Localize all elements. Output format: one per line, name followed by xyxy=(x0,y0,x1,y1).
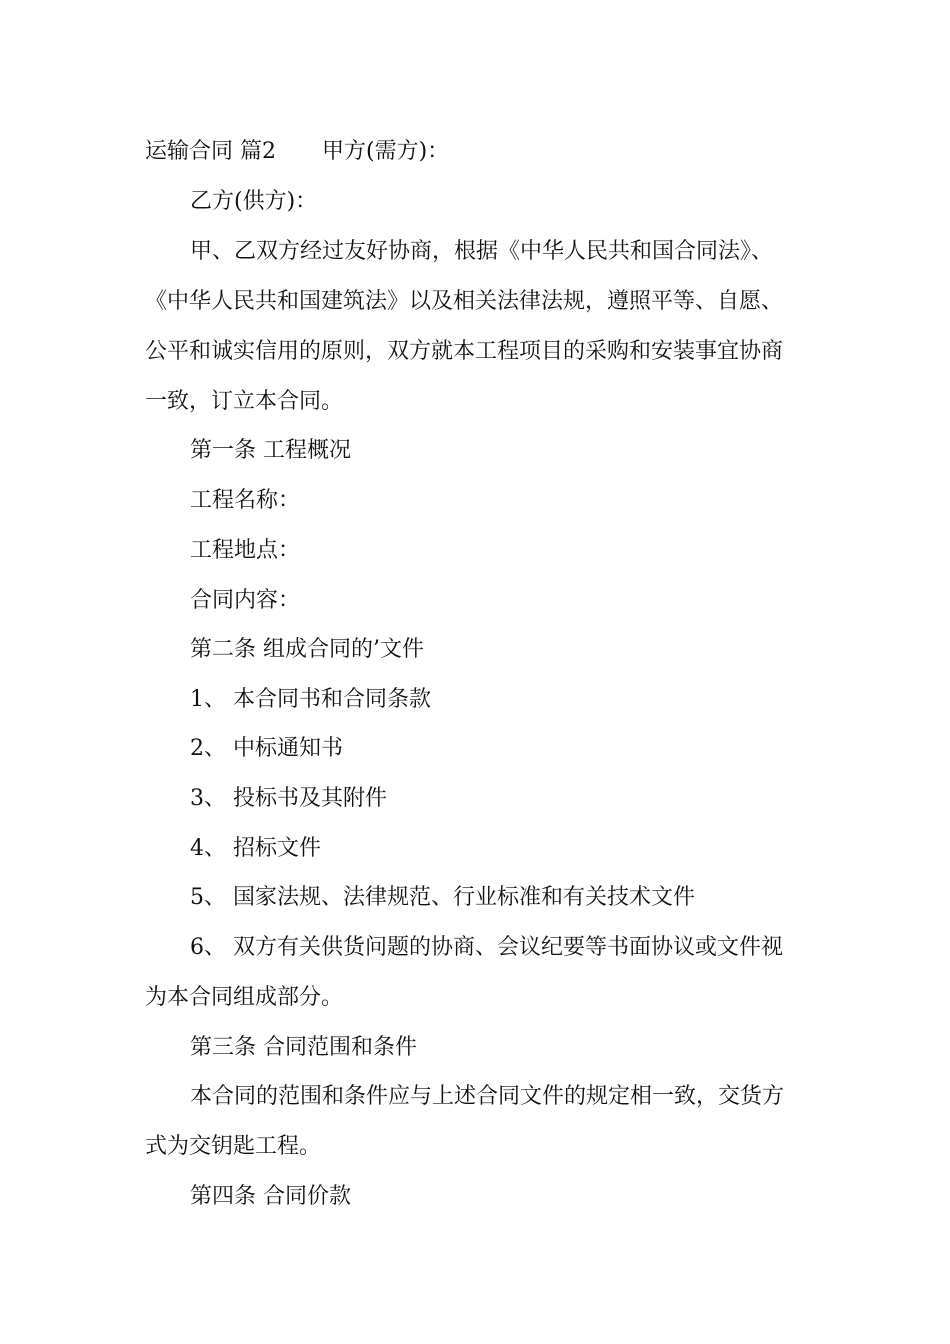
project-location-label: 工程地点： xyxy=(190,538,301,563)
heading-line xyxy=(145,139,815,165)
article3-line-2: 式为交钥匙工程。 xyxy=(145,1134,322,1159)
article3-title: 第三条 合同范围和条件 xyxy=(190,1035,417,1060)
article3-line-1: 本合同的范围和条件应与上述合同文件的规定相一致，交货方 xyxy=(190,1084,785,1109)
item6-line-2: 为本合同组成部分。 xyxy=(145,985,344,1010)
heading-section: 篇2 xyxy=(240,139,277,164)
heading-title: 运输合同 xyxy=(145,139,234,164)
project-name-label: 工程名称： xyxy=(190,488,301,513)
contract-document-item: 4、 招标文件 xyxy=(190,836,321,861)
preamble-line-1: 甲、乙双方经过友好协商，根据《中华人民共和国合同法》、 xyxy=(190,239,774,264)
party-a-label: 甲方(需方)： xyxy=(322,139,450,164)
contract-document-item: 5、 国家法规、法律规范、行业标准和有关技术文件 xyxy=(190,885,695,910)
preamble-line-2: 《中华人民共和国建筑法》以及相关法律法规，遵照平等、自愿、 xyxy=(145,289,784,314)
contract-document-item: 3、 投标书及其附件 xyxy=(190,786,387,811)
preamble-line-3: 公平和诚实信用的原则，双方就本工程项目的采购和安装事宜协商 xyxy=(145,339,784,364)
article4-title: 第四条 合同价款 xyxy=(190,1184,351,1209)
article1-title: 第一条 工程概况 xyxy=(190,438,351,463)
preamble-line-4: 一致，订立本合同。 xyxy=(145,389,344,414)
contract-content-label: 合同内容： xyxy=(190,588,301,613)
contract-document-item: 2、 中标通知书 xyxy=(190,736,343,761)
party-b-label: 乙方(供方)： xyxy=(190,189,318,214)
contract-document-item: 1、 本合同书和合同条款 xyxy=(190,687,431,712)
item6-line-1: 6、 双方有关供货问题的协商、会议纪要等书面协议或文件视 xyxy=(190,935,783,960)
article2-title: 第二条 组成合同的’文件 xyxy=(190,637,424,662)
